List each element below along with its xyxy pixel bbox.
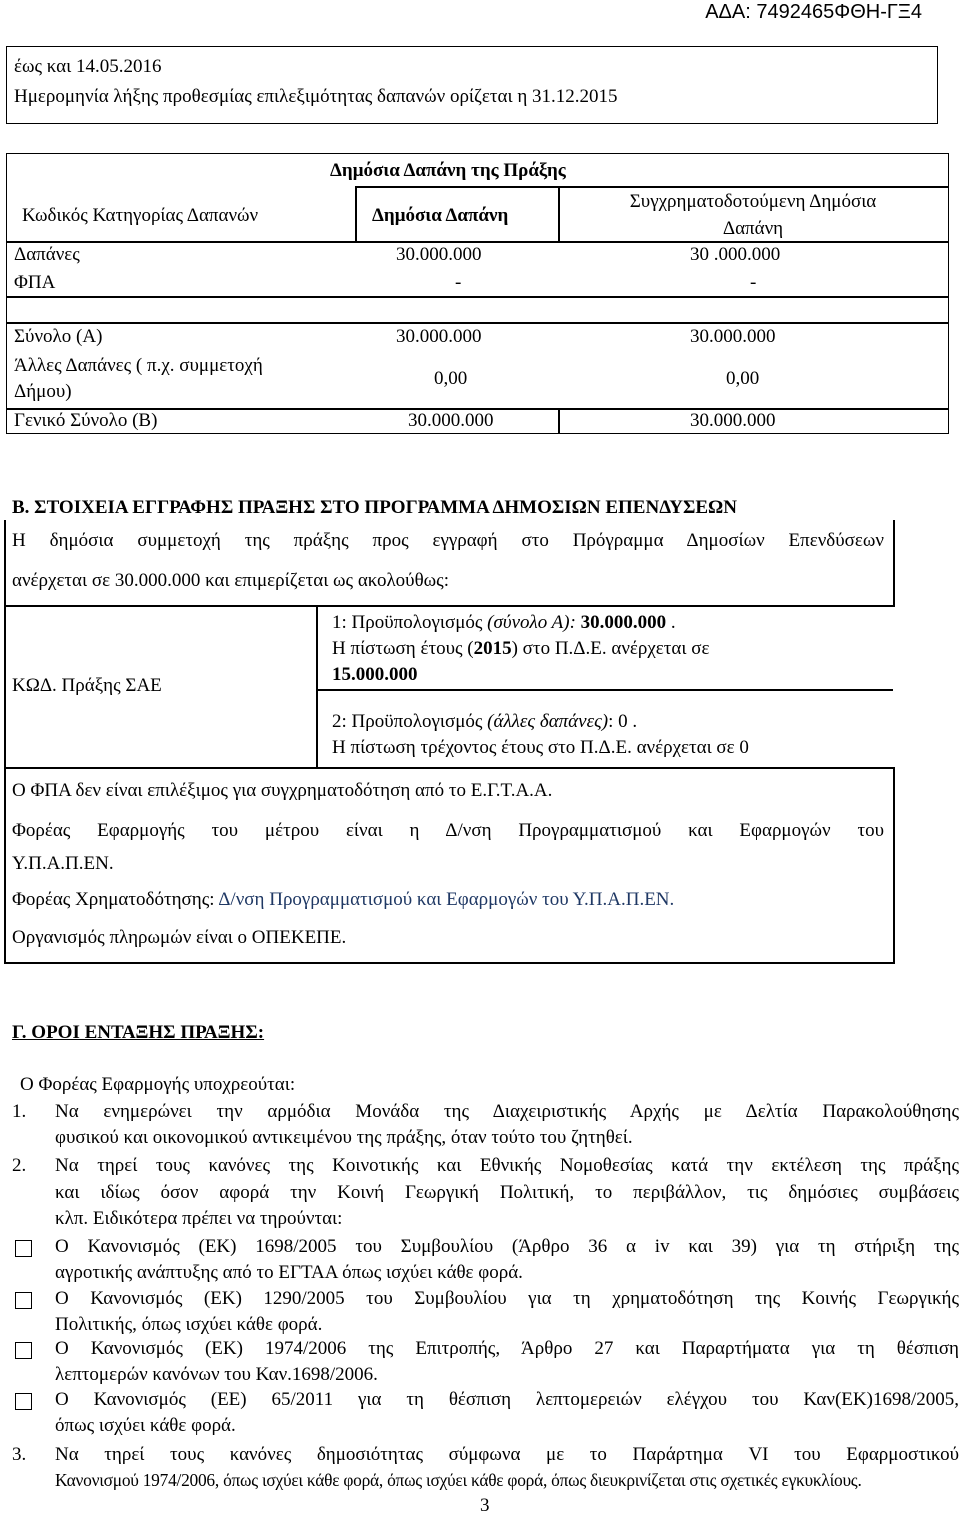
table-row-vat-label: ΦΠΑ — [14, 272, 56, 293]
section-c-heading: Γ. ΟΡΟΙ ΕΝΤΑΞΗΣ ΠΡΑΞΗΣ: — [12, 1022, 265, 1043]
regulation-1974-line1: Ο Κανονισμός (ΕΚ) 1974/2006 της Επιτροπής, Άρθρο 27 και Παραρτήματα για τη θέσπιση — [55, 1338, 959, 1359]
checkbox-regulation-1698[interactable] — [15, 1240, 32, 1257]
item-3-line2: Κανονισμού 1974/2006, όπως ισχύει κάθε φορά, όπως ισχύει κάθε φορά, όπως διευκρινίζεται στις σχετικές εγκυκλίους. — [55, 1470, 862, 1490]
table-row-other-label: Άλλες Δαπάνες ( π.χ. συμμετοχή Δήμου) — [14, 355, 263, 402]
sae-code-label: ΚΩΔ. Πράξης ΣΑΕ — [12, 675, 162, 696]
funding-body: Φορέας Χρηματοδότησης: Δ/νση Προγραμματισμού και Εφαρμογών του Υ.Π.Α.Π.ΕΝ. — [12, 889, 675, 910]
item-1-number: 1. — [12, 1101, 27, 1122]
item-3-line1: Να τηρεί τους κανόνες δημοσιότητας σύμφωνα με το Παράρτημα VI του Εφαρμοστικού — [55, 1444, 959, 1465]
obligation-intro: Ο Φορέας Εφαρμογής υποχρεούται: — [20, 1074, 296, 1095]
budget-1-line2: Η πίστωση έτους (2015) στο Π.Δ.Ε. ανέρχεται σε — [332, 638, 710, 659]
table-row-vat-v2: - — [750, 272, 757, 293]
checkbox-regulation-1974[interactable] — [15, 1342, 32, 1359]
ada-code: ΑΔΑ: 7492465ΦΘΗ-ΓΞ4 — [705, 1, 922, 23]
item-1-line1: Να ενημερώνει την αρμόδια Μονάδα της Διαχειριστικής Αρχής με Δελτία Παρακολούθησης — [55, 1101, 959, 1122]
table-row-vat-v1: - — [455, 272, 462, 293]
checkbox-regulation-1290[interactable] — [15, 1292, 32, 1309]
item-1-line2: φυσικού και οικονομικού αντικειμένου της πράξης, όταν τούτο του ζητηθεί. — [55, 1127, 633, 1148]
col-header-public-expenditure: Δημόσια Δαπάνη — [372, 205, 509, 226]
checkbox-regulation-65[interactable] — [15, 1393, 32, 1410]
table-row-total-a-v1: 30.000.000 — [396, 326, 482, 347]
item-2-line2: και ιδίως όσον αφορά την Κοινή Γεωργική Πολιτική, το περιβάλλον, τις δημόσιες συμβάσεις — [55, 1182, 959, 1203]
regulation-1290-line2: Πολιτικής, όπως ισχύει κάθε φορά. — [55, 1314, 323, 1335]
table-group-header: Δημόσια Δαπάνη της Πράξης — [330, 160, 566, 181]
table-row-grand-total-label: Γενικό Σύνολο (Β) — [14, 410, 158, 431]
table-row-grand-total-v2: 30.000.000 — [690, 410, 776, 431]
budget-1-line3: 15.000.000 — [332, 664, 418, 685]
regulation-1290-line1: Ο Κανονισμός (ΕΚ) 1290/2005 του Συμβουλίου για τη χρηματοδότηση της Κοινής Γεωργικής — [55, 1288, 959, 1309]
col-header-cofinanced: Συγχρηματοδοτούμενη Δημόσια Δαπάνη — [629, 191, 877, 239]
implementing-body-line1: Φορέας Εφαρμογής του μέτρου είναι η Δ/νση Προγραμματισμού και Εφαρμογών του — [12, 820, 884, 841]
item-3-number: 3. — [12, 1444, 27, 1465]
regulation-1698-line1: Ο Κανονισμός (ΕΚ) 1698/2005 του Συμβουλίου (Άρθρο 36 α iv και 39) για τη στήριξη της — [55, 1236, 959, 1257]
section-b-intro-line2: ανέρχεται σε 30.000.000 και επιμερίζεται ως ακολούθως: — [12, 570, 449, 591]
implementing-body-line2: Υ.Π.Α.Π.ΕΝ. — [12, 853, 114, 874]
eligibility-deadline-text: Ημερομηνία λήξης προθεσμίας επιλεξιμότητας δαπανών ορίζεται η 31.12.2015 — [14, 86, 618, 107]
item-2-line3: κλπ. Ειδικότερα πρέπει να τηρούνται: — [55, 1208, 343, 1229]
regulation-65-line1: Ο Κανονισμός (ΕΕ) 65/2011 για τη θέσπιση λεπτομερειών ελέγχου του Καν(ΕΚ)1698/2005, — [55, 1389, 959, 1410]
table-row-grand-total-v1: 30.000.000 — [408, 410, 494, 431]
item-2-number: 2. — [12, 1155, 27, 1176]
page-number: 3 — [480, 1495, 490, 1516]
budget-1-line1: 1: Προϋπολογισμός (σύνολο Α): 30.000.000 . — [332, 612, 676, 633]
table-row-expenses-v1: 30.000.000 — [396, 244, 482, 265]
budget-2-line1: 2: Προϋπολογισμός (άλλες δαπάνες): 0 . — [332, 711, 638, 732]
section-b-heading: Β. ΣΤΟΙΧΕΙΑ ΕΓΓΡΑΦΗΣ ΠΡΑΞΗΣ ΣΤΟ ΠΡΟΓΡΑΜΜΑ ΔΗΜΟΣΙΩΝ ΕΠΕΝΔΥΣΕΩΝ — [12, 497, 737, 518]
table-row-expenses-v2: 30 .000.000 — [690, 244, 781, 265]
table-row-total-a-label: Σύνολο (Α) — [14, 326, 103, 347]
vat-note: Ο ΦΠΑ δεν είναι επιλέξιμος για συγχρηματοδότηση από το Ε.Γ.Τ.Α.Α. — [12, 780, 553, 801]
col-header-category: Κωδικός Κατηγορίας Δαπανών — [22, 205, 259, 226]
regulation-1974-line2: λεπτομερών κανόνων του Καν.1698/2006. — [55, 1364, 378, 1385]
section-b-intro-line1: Η δημόσια συμμετοχή της πράξης προς εγγραφή στο Πρόγραμμα Δημοσίων Επενδύσεων — [12, 530, 884, 551]
table-row-expenses-label: Δαπάνες — [14, 244, 80, 265]
table-row-other-v1: 0,00 — [434, 368, 468, 389]
regulation-65-line2: όπως ισχύει κάθε φορά. — [55, 1415, 236, 1436]
table-row-total-a-v2: 30.000.000 — [690, 326, 776, 347]
payment-agency: Οργανισμός πληρωμών είναι ο ΟΠΕΚΕΠΕ. — [12, 927, 347, 948]
regulation-1698-line2: αγροτικής ανάπτυξης από το ΕΓΤΑΑ όπως ισχύει κάθε φορά. — [55, 1262, 523, 1283]
table-row-other-v2: 0,00 — [726, 368, 760, 389]
budget-2-line2: Η πίστωση τρέχοντος έτους στο Π.Δ.Ε. ανέρχεται σε 0 — [332, 737, 749, 758]
deadline-date-text: έως και 14.05.2016 — [14, 56, 162, 77]
item-2-line1: Να τηρεί τους κανόνες της Κοινοτικής και Εθνικής Νομοθεσίας κατά την εκτέλεση της πράξης — [55, 1155, 959, 1176]
